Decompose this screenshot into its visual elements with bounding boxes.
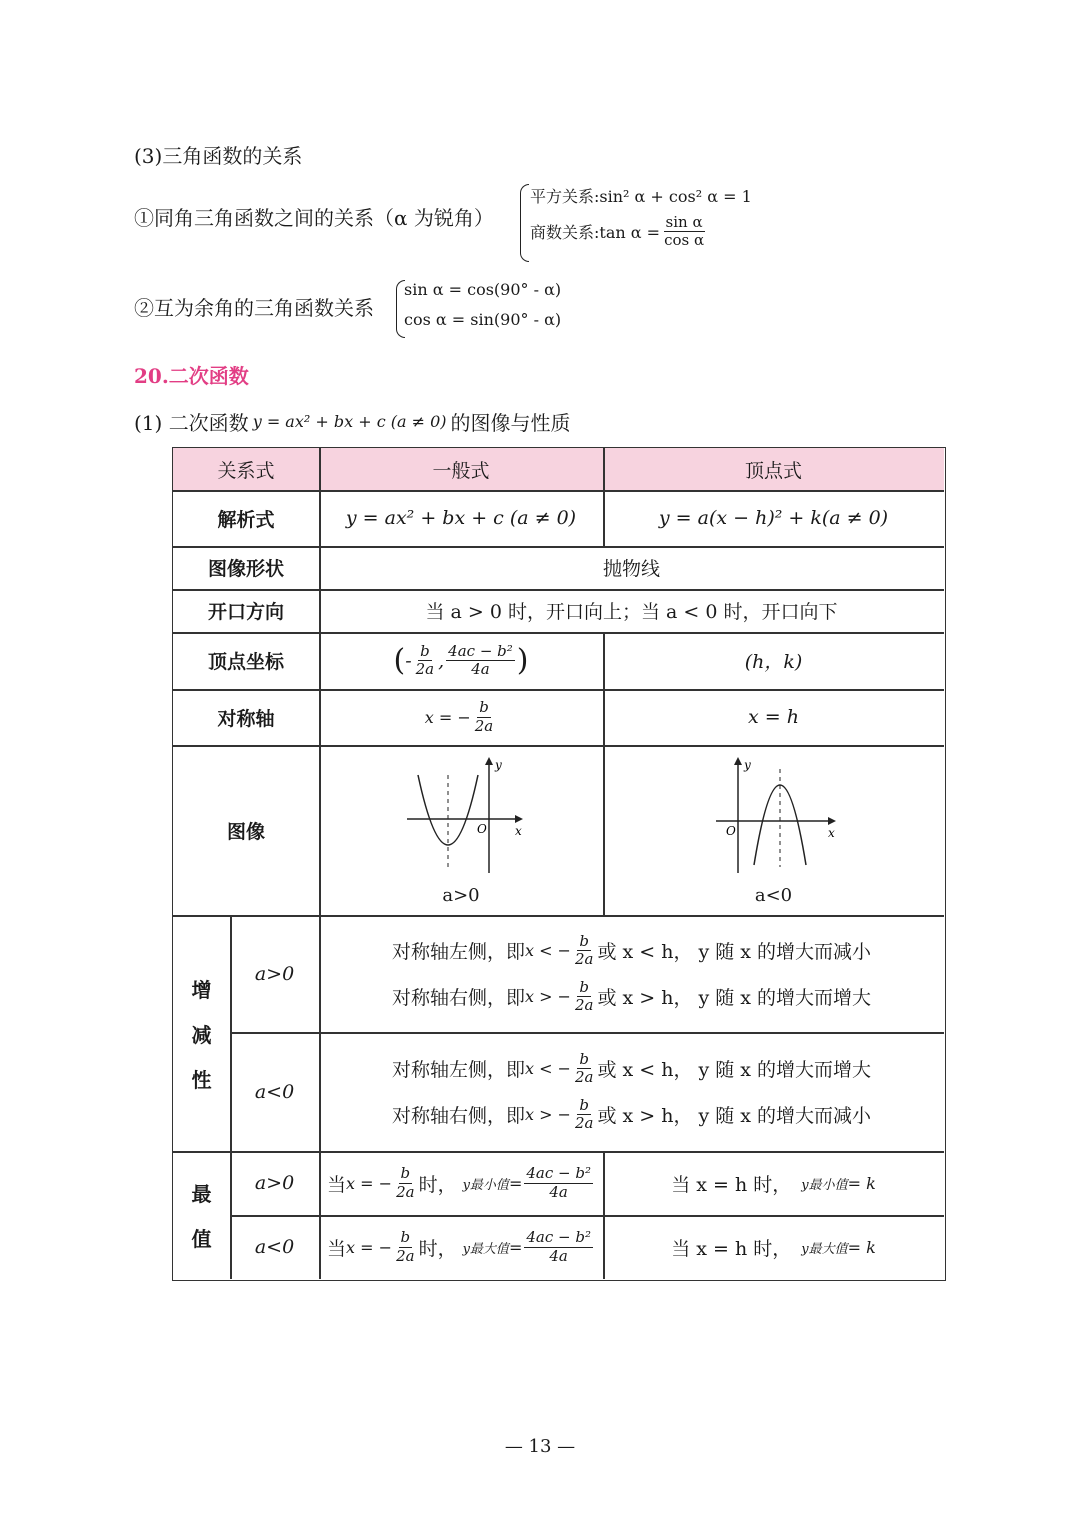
quadratic-table: [172, 447, 946, 1281]
open-value: [319, 589, 944, 632]
mono-pos-cond: [230, 915, 319, 1032]
parabola-down-graph: [704, 755, 844, 879]
extreme-pos-general: 当 x = − $\frac{b}{2a}$ 时， y最小值 = $\frac{\text{4ac − b²}}{4a}$: [327, 1164, 591, 1201]
complement-line2: cos α = sin(90° - α): [404, 310, 562, 329]
x-axis-label: x: [827, 825, 835, 840]
mono-pos-right: 对称轴右侧，即 x > − $\frac{b}{2a}$ 或 x > h， y 随 x 的增大而增大: [391, 977, 872, 1014]
grid-line: [173, 915, 944, 917]
mono-char-1: 增: [191, 977, 212, 1002]
grid-line: [173, 589, 944, 591]
extreme-pos-vertex: 当 x = h 时， y最小值 = k: [671, 1173, 876, 1196]
tan-fraction: [662, 214, 706, 250]
row-axis-label-text: 对称轴: [217, 707, 275, 730]
y-axis-label: y: [495, 757, 502, 772]
section-20-title: 20.二次函数: [134, 364, 249, 388]
axis-general: [319, 689, 603, 745]
header-relation: [173, 448, 319, 490]
grid-line: [173, 632, 944, 634]
extreme-char-2: 值: [191, 1227, 212, 1251]
item1-label: ①同角三角函数之间的关系（α 为锐角）: [134, 206, 494, 230]
brace: [520, 184, 529, 262]
extreme-pos-cond-text: a>0: [254, 1172, 295, 1194]
header-vertex-text: 顶点式: [744, 459, 802, 482]
frac-num: sin α: [665, 213, 703, 231]
grid-line: [603, 632, 605, 915]
quotient-prefix: 商数关系:tan α =: [530, 223, 661, 243]
y-axis-label: y: [743, 757, 751, 772]
extreme-neg-cond-text: a<0: [254, 1236, 295, 1258]
square-relation: 平方关系:sin² α + cos² α = 1: [530, 187, 752, 206]
axis-num: b: [479, 698, 489, 717]
grid-line: [173, 745, 944, 747]
row-shape-label-text: 图像形状: [207, 558, 284, 580]
expr-general: [319, 490, 603, 546]
grid-line: [230, 915, 232, 1279]
header-general: [319, 448, 603, 490]
row-open-label-text: 开口方向: [207, 601, 284, 623]
grid-line: [230, 1215, 944, 1217]
subtitle-suffix: 的图像与性质: [450, 411, 571, 435]
expr-general-text: y = ax² + bx + c (a ≠ 0): [345, 507, 577, 529]
vertex-vertex-text: (h，k): [744, 651, 803, 673]
vg-num2: 4ac − b²: [448, 641, 513, 660]
axis-den: 2a: [474, 716, 494, 735]
section-20-subtitle: [134, 407, 571, 436]
row-open-label: [173, 589, 319, 632]
mono-pos-content: [319, 915, 944, 1032]
extreme-neg-cond: [230, 1215, 319, 1279]
row-expr-label-text: 解析式: [217, 508, 275, 531]
vg-num1: b: [420, 641, 430, 660]
axis-vertex-text: x = h: [748, 706, 799, 728]
graph-right-caption: a<0: [754, 884, 793, 906]
subtitle-formula: y = ax² + bx + c (a ≠ 0): [252, 412, 447, 431]
graph-left-caption: a>0: [442, 884, 480, 906]
mono-label: [173, 915, 230, 1151]
open-value-text: 当 a > 0 时，开口向上；当 a < 0 时，开口向下: [425, 601, 838, 623]
header-general-text: 一般式: [432, 459, 490, 482]
vg-den1: 2a: [415, 660, 435, 678]
row-expr-label: [173, 490, 319, 546]
axis-prefix: x = −: [424, 707, 471, 727]
frac-den: cos α: [664, 231, 705, 250]
vertex-vertex: [603, 632, 944, 689]
mono-neg-cond: [230, 1032, 319, 1151]
row-axis-label: [173, 689, 319, 745]
mono-neg-cond-text: a<0: [254, 1080, 295, 1103]
extreme-char-1: 最: [191, 1182, 212, 1206]
parabola-up-graph: [391, 755, 531, 879]
expr-vertex-text: y = a(x − h)² + k(a ≠ 0): [658, 507, 889, 529]
mono-pos-cond-text: a>0: [254, 962, 295, 985]
header-vertex: [603, 448, 944, 490]
grid-line: [603, 1151, 605, 1279]
complement-line1: sin α = cos(90° - α): [404, 280, 562, 299]
grid-line: [173, 1151, 944, 1153]
mono-neg-left: 对称轴左侧，即 x < − $\frac{b}{2a}$ 或 x < h， y 随 x 的增大而增大: [391, 1050, 872, 1087]
extreme-label: [173, 1151, 230, 1279]
row-graph-label: [173, 745, 319, 915]
vertex-general: [319, 632, 603, 689]
page-number: — 13 —: [504, 1436, 576, 1457]
item2-label: ②互为余角的三角函数关系: [134, 296, 374, 320]
axis-vertex: [603, 689, 944, 745]
grid-line: [319, 448, 321, 1279]
grid-line: [173, 546, 944, 548]
row-vertex-label: [173, 632, 319, 689]
mono-pos-left: 对称轴左侧，即 x < − $\frac{b}{2a}$ 或 x < h， y 随 x 的增大而减小: [391, 932, 872, 969]
x-axis-label: x: [515, 823, 522, 838]
extreme-pos-cond: [230, 1151, 319, 1215]
mono-char-3: 性: [191, 1067, 212, 1092]
mono-neg-right: 对称轴右侧，即 x > − $\frac{b}{2a}$ 或 x > h， y 随 x 的增大而减小: [391, 1095, 872, 1132]
grid-line: [230, 1032, 944, 1034]
row-shape-label: [173, 546, 319, 589]
vg-den2: 4a: [471, 660, 490, 678]
graph-right-cell: [603, 745, 944, 915]
extreme-neg-general: 当 x = − $\frac{b}{2a}$ 时， y最大值 = $\frac{\text{4ac − b²}}{4a}$: [327, 1228, 591, 1265]
subtitle-prefix: (1) 二次函数: [134, 411, 249, 435]
row-graph-label-text: 图像: [226, 820, 265, 843]
vertex-general-expr: ( - $\frac{b}{2a}$ , $\frac{\text{4ac − b²}}{4a}$ ): [393, 641, 529, 678]
graph-left-cell: [319, 745, 603, 915]
grid-line: [603, 448, 605, 546]
grid-line: [173, 689, 944, 691]
extreme-neg-vertex: 当 x = h 时， y最大值 = k: [671, 1237, 876, 1260]
shape-value: [319, 546, 944, 589]
shape-value-text: 抛物线: [602, 558, 660, 580]
header-relation-text: 关系式: [217, 459, 275, 482]
quotient-relation: [530, 214, 708, 250]
origin-label: O: [725, 823, 736, 838]
expr-vertex: [603, 490, 944, 546]
row-vertex-label-text: 顶点坐标: [207, 651, 284, 673]
grid-line: [173, 490, 944, 492]
mono-char-2: 减: [191, 1022, 212, 1047]
origin-label: O: [477, 821, 487, 836]
section-3-title: (3)三角函数的关系: [134, 144, 303, 168]
mono-neg-content: [319, 1032, 944, 1151]
